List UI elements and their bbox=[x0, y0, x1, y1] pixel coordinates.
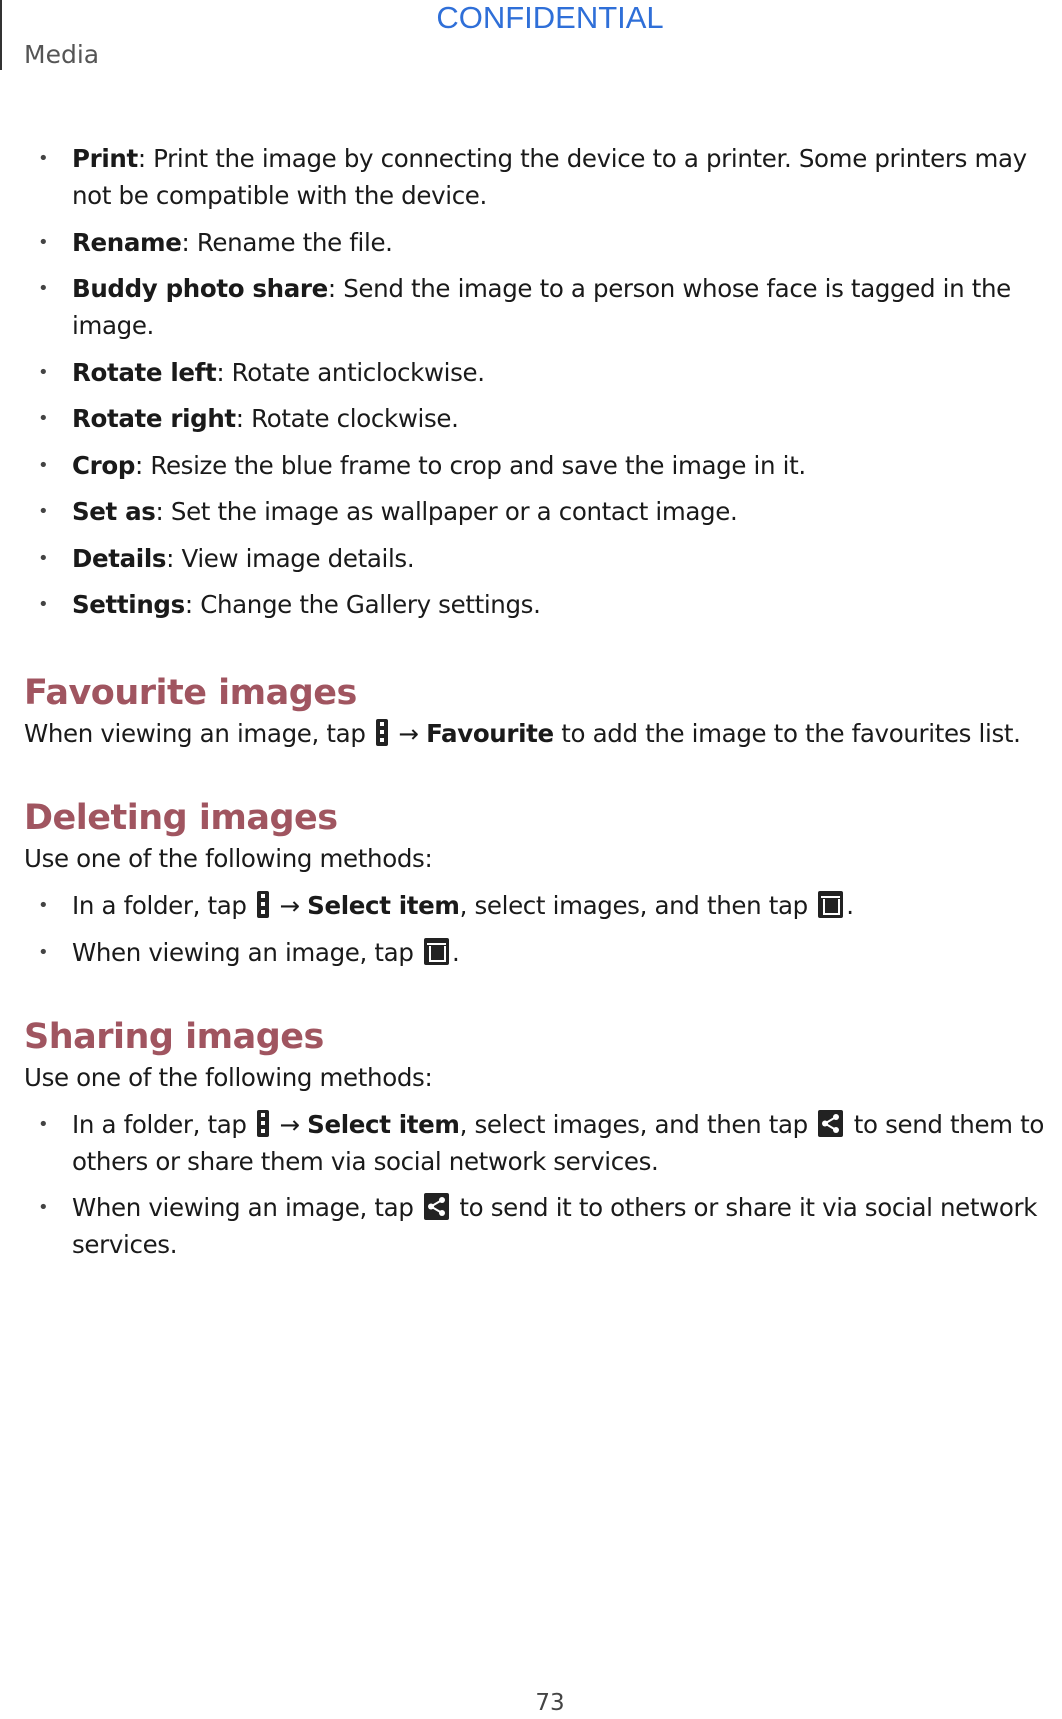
trash-icon bbox=[424, 938, 449, 965]
gallery-options-list bbox=[24, 140, 1062, 623]
list-item: • Rename: Rename the file. bbox=[38, 227, 393, 257]
more-options-icon bbox=[257, 891, 269, 918]
list-item: • When viewing an image, tap to send it to others or share it via social network services. bbox=[38, 1193, 1038, 1259]
list-item: • Settings: Change the Gallery settings. bbox=[38, 590, 541, 619]
share-icon bbox=[818, 1110, 843, 1137]
share-icon bbox=[424, 1193, 449, 1220]
confidential-watermark: CONFIDENTIAL bbox=[436, 0, 664, 35]
page-number: 73 bbox=[535, 1690, 565, 1716]
section-heading: Deleting images bbox=[24, 798, 338, 838]
list-item: • Details: View image details. bbox=[38, 543, 415, 573]
list-item: • In a folder, tap → Select item, select images, and then tap to send them to others or share them via social network services. bbox=[38, 1109, 1045, 1176]
page-content bbox=[24, 140, 1062, 1273]
section-intro: Use one of the following methods: bbox=[24, 1062, 433, 1092]
list-item: • Set as: Set the image as wallpaper or a contact image. bbox=[38, 497, 738, 526]
list-item: • Crop: Resize the blue frame to crop and save the image in it. bbox=[38, 450, 806, 480]
header-rule bbox=[0, 0, 2, 70]
section-heading: Favourite images bbox=[24, 673, 357, 713]
section-heading: Sharing images bbox=[24, 1016, 324, 1057]
list-item: • When viewing an image, tap . bbox=[38, 937, 460, 967]
list-item: • Buddy photo share: Send the image to a person whose face is tagged in the image. bbox=[38, 274, 1011, 340]
delete-methods-list bbox=[24, 887, 1062, 971]
section-header: Media bbox=[24, 40, 100, 69]
list-item: • Print: Print the image by connecting the device to a printer. Some printers may not be compatible with the device. bbox=[38, 144, 1027, 210]
list-item: • Rotate right: Rotate clockwise. bbox=[38, 404, 459, 433]
list-item: • Rotate left: Rotate anticlockwise. bbox=[38, 357, 485, 387]
more-options-icon bbox=[257, 1110, 269, 1137]
trash-icon bbox=[818, 891, 843, 918]
favourite-images-section bbox=[24, 671, 1062, 752]
favourite-instructions: When viewing an image, tap → Favourite to add the image to the favourites list. bbox=[24, 719, 1021, 748]
deleting-images-section bbox=[24, 796, 1062, 971]
section-intro: Use one of the following methods: bbox=[24, 844, 433, 873]
list-item: • In a folder, tap → Select item, select images, and then tap . bbox=[38, 891, 854, 920]
more-options-icon bbox=[376, 719, 388, 746]
sharing-images-section bbox=[24, 1015, 1062, 1264]
share-methods-list bbox=[24, 1106, 1062, 1264]
